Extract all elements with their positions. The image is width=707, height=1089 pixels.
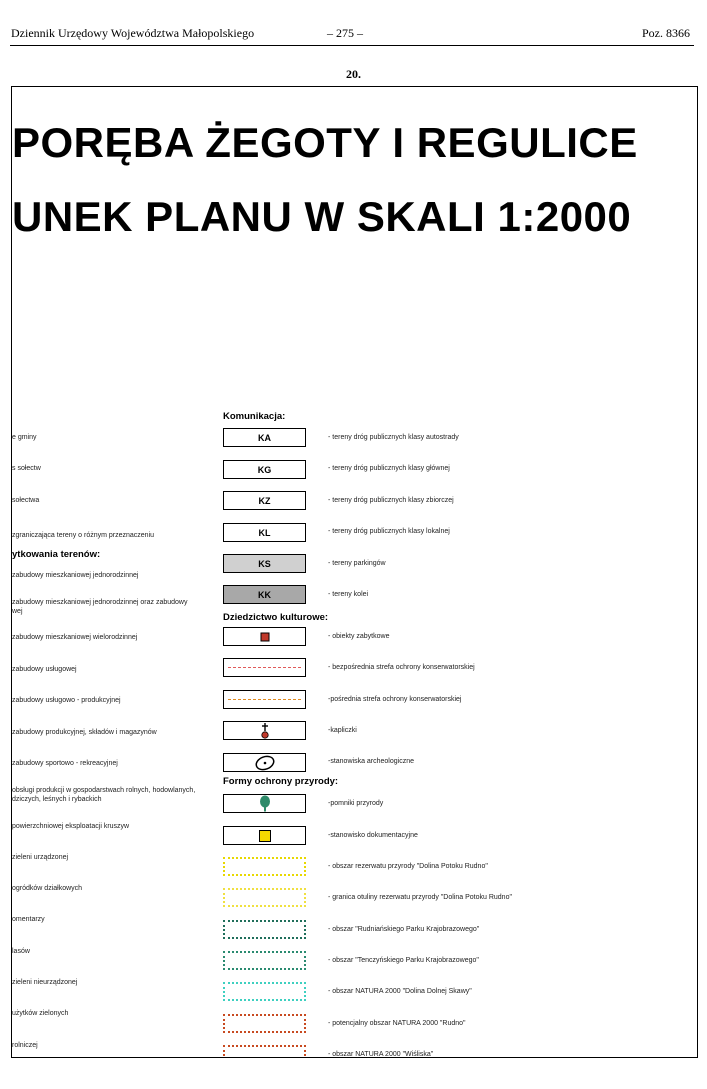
legend-right-item: - potencjalny obszar NATURA 2000 "Rudno" <box>328 1020 466 1027</box>
legend-left-item: zabudowy usługowej <box>12 666 77 673</box>
plan-title-line1: PORĘBA ŻEGOTY I REGULICE <box>12 119 638 166</box>
legend-right-item: - obiekty zabytkowe <box>328 633 390 640</box>
legend-left-item: s sołectw <box>12 465 41 472</box>
journal-title: Dziennik Urzędowy Województwa Małopolskiego <box>11 26 255 40</box>
legend-left-item: e gminy <box>12 434 37 441</box>
legend-left-item: zgraniczająca tereny o różnym przeznaczeniu <box>12 532 155 539</box>
dashed-orange-line-icon <box>228 699 301 700</box>
legend-right-item: -pośrednia strefa ochrony konserwatorskiej <box>328 696 462 703</box>
legend-right-item: -stanowisko dokumentacyjne <box>328 832 418 839</box>
natura-skawa-symbol-box <box>223 982 306 1001</box>
legend-right-item: -stanowiska archeologiczne <box>328 758 414 765</box>
legend-left-item: ogródków działkowych <box>12 885 83 892</box>
code-box-ks: KS <box>223 554 306 573</box>
legend-left-item: zieleni nieurządzonej <box>12 979 78 986</box>
plan-title-line2: UNEK PLANU W SKALI 1:2000 <box>12 193 632 240</box>
code-box-kk: KK <box>223 585 306 604</box>
tree-icon <box>259 795 271 812</box>
natura-rudno-symbol-box <box>223 1014 306 1033</box>
legend-right-item: -pomniki przyrody <box>328 800 384 807</box>
legend-right-item: - tereny dróg publicznych klasy głównej <box>328 465 450 472</box>
shrine-symbol-box <box>223 721 306 740</box>
monument-symbol-box <box>223 627 306 646</box>
cultural-heritage-heading: Dziedzictwo kulturowe: <box>223 612 329 623</box>
reserve-area-symbol-box <box>223 857 306 876</box>
legend-left-item: zieleni urządzonej <box>12 854 69 861</box>
legend-right-item: - obszar "Rudniańskiego Parku Krajobrazowego" <box>328 926 480 933</box>
direct-zone-symbol-box <box>223 658 306 677</box>
tenczyn-park-symbol-box <box>223 951 306 970</box>
page-counter: – 275 – <box>327 26 363 40</box>
rudno-park-symbol-box <box>223 920 306 939</box>
yellow-square-icon <box>259 830 271 842</box>
red-square-icon <box>260 632 269 641</box>
legend-right-item: - obszar NATURA 2000 "Wiśliska" <box>328 1051 434 1058</box>
legend-right-item: - tereny parkingów <box>328 560 386 567</box>
plan-sheet <box>11 86 698 1058</box>
shrine-icon <box>259 723 271 739</box>
reserve-buffer-symbol-box <box>223 888 306 907</box>
natural-monument-symbol-box <box>223 794 306 813</box>
archaeological-symbol-box <box>223 753 306 772</box>
legend-left-item: zabudowy produkcyjnej, składów i magazynów <box>12 729 157 736</box>
documentation-site-symbol-box <box>223 826 306 845</box>
code-box-kz: KZ <box>223 491 306 510</box>
legend-right-item: - tereny dróg publicznych klasy autostrady <box>328 434 459 441</box>
land-use-heading: ytkowania terenów: <box>12 549 101 560</box>
legend-right-item: - obszar rezerwatu przyrody "Dolina Potoku Rudno" <box>328 863 488 870</box>
communication-heading: Komunikacja: <box>223 411 286 422</box>
legend-left-item: zabudowy usługowo - produkcyjnej <box>12 697 121 704</box>
legend-right-item: - tereny dróg publicznych klasy lokalnej <box>328 528 450 535</box>
attachment-number: 20. <box>346 67 361 81</box>
legend-left-item: zabudowy mieszkaniowej jednorodzinnej oraz zabudowy <box>12 599 188 606</box>
legend-left-item: użytków zielonych <box>12 1010 69 1017</box>
legend-left-item: wej <box>12 608 23 615</box>
header-rule <box>10 45 694 46</box>
legend-left-item: obsługi produkcji w gospodarstwach rolnych, hodowlanych, <box>12 787 196 794</box>
legend-left-item: zabudowy mieszkaniowej jednorodzinnej <box>12 572 139 579</box>
legend-right-item: - tereny kolei <box>328 591 369 598</box>
legend-right-item: - granica otuliny rezerwatu przyrody "Dolina Potoku Rudno" <box>328 894 512 901</box>
legend-right-item: - obszar "Tenczyńskiego Parku Krajobrazowego" <box>328 957 479 964</box>
legend-left-item: zabudowy mieszkaniowej wielorodzinnej <box>12 634 138 641</box>
indirect-zone-symbol-box <box>223 690 306 709</box>
legend-left-item: omentarzy <box>12 916 45 923</box>
legend-left-item: dziczych, leśnych i rybackich <box>12 796 102 803</box>
legend-right-item: - obszar NATURA 2000 "Dolina Dolnej Skawy" <box>328 988 472 995</box>
legend-left-item: zabudowy sportowo - rekreacyjnej <box>12 760 118 767</box>
code-box-ka: KA <box>223 428 306 447</box>
code-box-kl: KL <box>223 523 306 542</box>
legend-left-item: sołectwa <box>12 497 40 504</box>
legend-left-item: rolniczej <box>12 1042 38 1049</box>
natura-wisliska-symbol-box <box>223 1045 306 1058</box>
archaeological-site-icon <box>254 755 276 771</box>
legend-right-item: - bezpośrednia strefa ochrony konserwatorskiej <box>328 664 475 671</box>
legend-left-item: powierzchniowej eksploatacji kruszyw <box>12 823 130 830</box>
position-number: Poz. 8366 <box>642 26 690 40</box>
dashed-red-line-icon <box>228 667 301 668</box>
legend-left-item: lasów <box>12 948 30 955</box>
legend-right-item: -kapliczki <box>328 727 357 734</box>
legend-right-item: - tereny dróg publicznych klasy zbiorczej <box>328 497 454 504</box>
code-box-kg: KG <box>223 460 306 479</box>
nature-protection-heading: Formy ochrony przyrody: <box>223 776 339 787</box>
